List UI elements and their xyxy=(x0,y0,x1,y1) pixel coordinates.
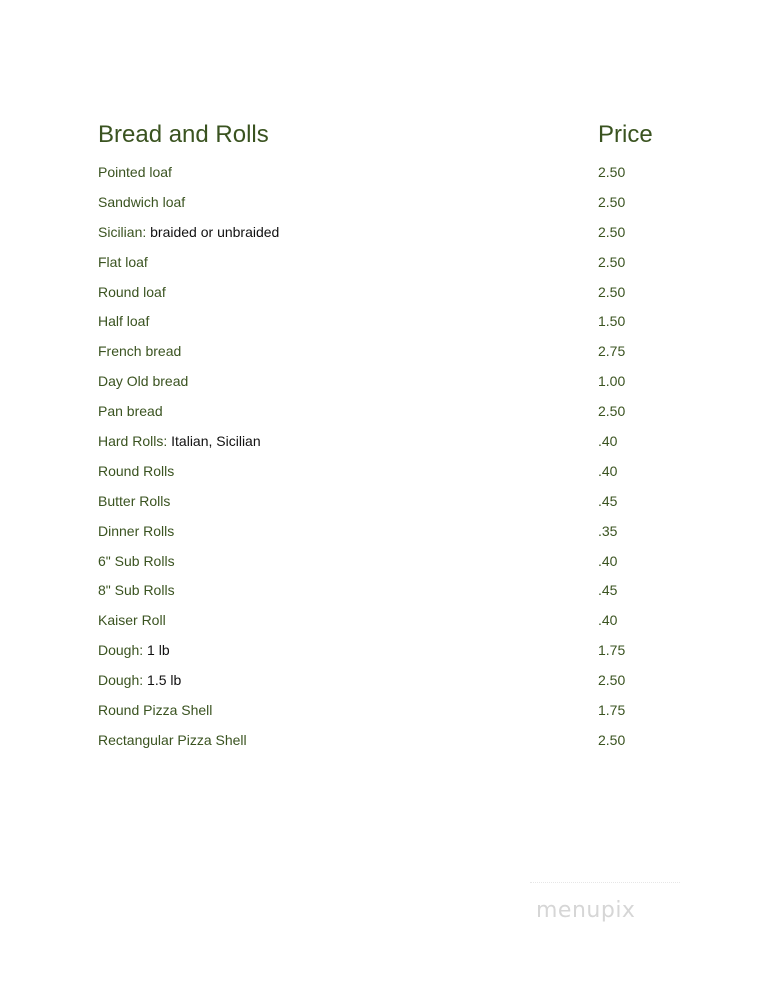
menu-item xyxy=(98,580,175,600)
menu-item-price: 2.50 xyxy=(598,672,626,689)
menu-item-row xyxy=(98,192,698,222)
menu-item-name: Flat loaf xyxy=(98,253,148,270)
menu-item-row xyxy=(98,252,698,282)
menu-item-row xyxy=(98,640,698,670)
menu-item-row xyxy=(98,730,698,760)
menu-item-name: Dinner Rolls xyxy=(98,522,175,539)
menu-item-price: .40 xyxy=(598,462,618,479)
price-header: Price xyxy=(598,121,653,148)
menu-item-price: 1.75 xyxy=(598,702,626,719)
menu-item xyxy=(98,700,212,720)
menu-item-row xyxy=(98,282,698,312)
menu-item xyxy=(98,640,170,660)
menu-item-name: 8" Sub Rolls xyxy=(98,582,175,599)
menu-item xyxy=(98,341,181,361)
menu-item-name: Sicilian: xyxy=(98,223,147,240)
menu-item xyxy=(98,311,149,331)
menu-item-price: 2.50 xyxy=(598,403,626,420)
menu-item-price: 1.75 xyxy=(598,642,626,659)
menu-item-name: Day Old bread xyxy=(98,373,189,390)
menu-item-price: 2.50 xyxy=(598,223,626,240)
menu-item xyxy=(98,461,174,481)
menu-item-row xyxy=(98,551,698,581)
menu-item-price: 2.50 xyxy=(598,283,626,300)
menu-item xyxy=(98,730,247,750)
menu-item-name: French bread xyxy=(98,343,182,360)
menu-item-name: Kaiser Roll xyxy=(98,612,166,629)
menu-item-row xyxy=(98,610,698,640)
menu-item-price: 2.75 xyxy=(598,343,626,360)
menu-item xyxy=(98,222,279,242)
watermark-dots xyxy=(530,882,680,889)
menu-item-price: 1.50 xyxy=(598,313,626,330)
menu-item-name: Dough: xyxy=(98,642,144,659)
menu-item xyxy=(98,551,175,571)
section-title: Bread and Rolls xyxy=(98,121,269,148)
menu-item-price: .40 xyxy=(598,433,618,450)
menu-item-price: .45 xyxy=(598,582,618,599)
menu-item-row xyxy=(98,401,698,431)
menu-item-name: Pan bread xyxy=(98,403,163,420)
menu-item-price: 2.50 xyxy=(598,731,626,748)
menu-item-name: Butter Rolls xyxy=(98,492,171,509)
menu-item-price: .35 xyxy=(598,522,618,539)
menu-item-name: Hard Rolls: xyxy=(98,433,168,450)
menu-item-row xyxy=(98,222,698,252)
menu-item xyxy=(98,610,166,630)
menu-item-name: 6" Sub Rolls xyxy=(98,552,175,569)
menu-item-name: Round Rolls xyxy=(98,462,175,479)
menu-items-list xyxy=(98,162,698,760)
menu-item-detail: braided or unbraided xyxy=(146,223,280,240)
menu-item-name: Round Pizza Shell xyxy=(98,702,213,719)
watermark-logo: menupix xyxy=(536,898,636,923)
menu-item-row xyxy=(98,162,698,192)
menu-item-name: Pointed loaf xyxy=(98,164,172,180)
menu-item xyxy=(98,371,188,391)
menu-item-name: Half loaf xyxy=(98,313,150,330)
menu-item xyxy=(98,670,181,690)
menu-item-price: 2.50 xyxy=(598,164,626,180)
menu-item-price: 1.00 xyxy=(598,373,626,390)
menu-item-row xyxy=(98,700,698,730)
menu-item xyxy=(98,252,148,272)
menu-item xyxy=(98,521,174,541)
menu-item-row xyxy=(98,461,698,491)
menu-item-row xyxy=(98,341,698,371)
menu-item-row xyxy=(98,670,698,700)
menu-item-price: .40 xyxy=(598,552,618,569)
menu-item-row xyxy=(98,431,698,461)
menu-item-row xyxy=(98,491,698,521)
menu-item-name: Round loaf xyxy=(98,283,166,300)
menu-item-price: .40 xyxy=(598,612,618,629)
menu-item-row xyxy=(98,311,698,341)
menu-item xyxy=(98,162,172,182)
menu-item-detail: 1.5 lb xyxy=(143,672,182,689)
menu-item xyxy=(98,401,163,421)
menu-item xyxy=(98,431,261,451)
menu-item xyxy=(98,491,170,511)
menu-item-price: .45 xyxy=(598,492,618,509)
menu-item-name: Rectangular Pizza Shell xyxy=(98,731,247,748)
menu-item-row xyxy=(98,371,698,401)
menu-item xyxy=(98,282,166,302)
menu-item-price: 2.50 xyxy=(598,253,626,270)
menu-item-price: 2.50 xyxy=(598,193,626,210)
menu-item-name: Sandwich loaf xyxy=(98,193,186,210)
menu-item-row xyxy=(98,580,698,610)
menu-item-name: Dough: xyxy=(98,672,144,689)
menu-item xyxy=(98,192,185,212)
menu-item-detail: 1 lb xyxy=(143,642,170,659)
menu-item-row xyxy=(98,521,698,551)
menu-item-detail: Italian, Sicilian xyxy=(167,433,261,450)
